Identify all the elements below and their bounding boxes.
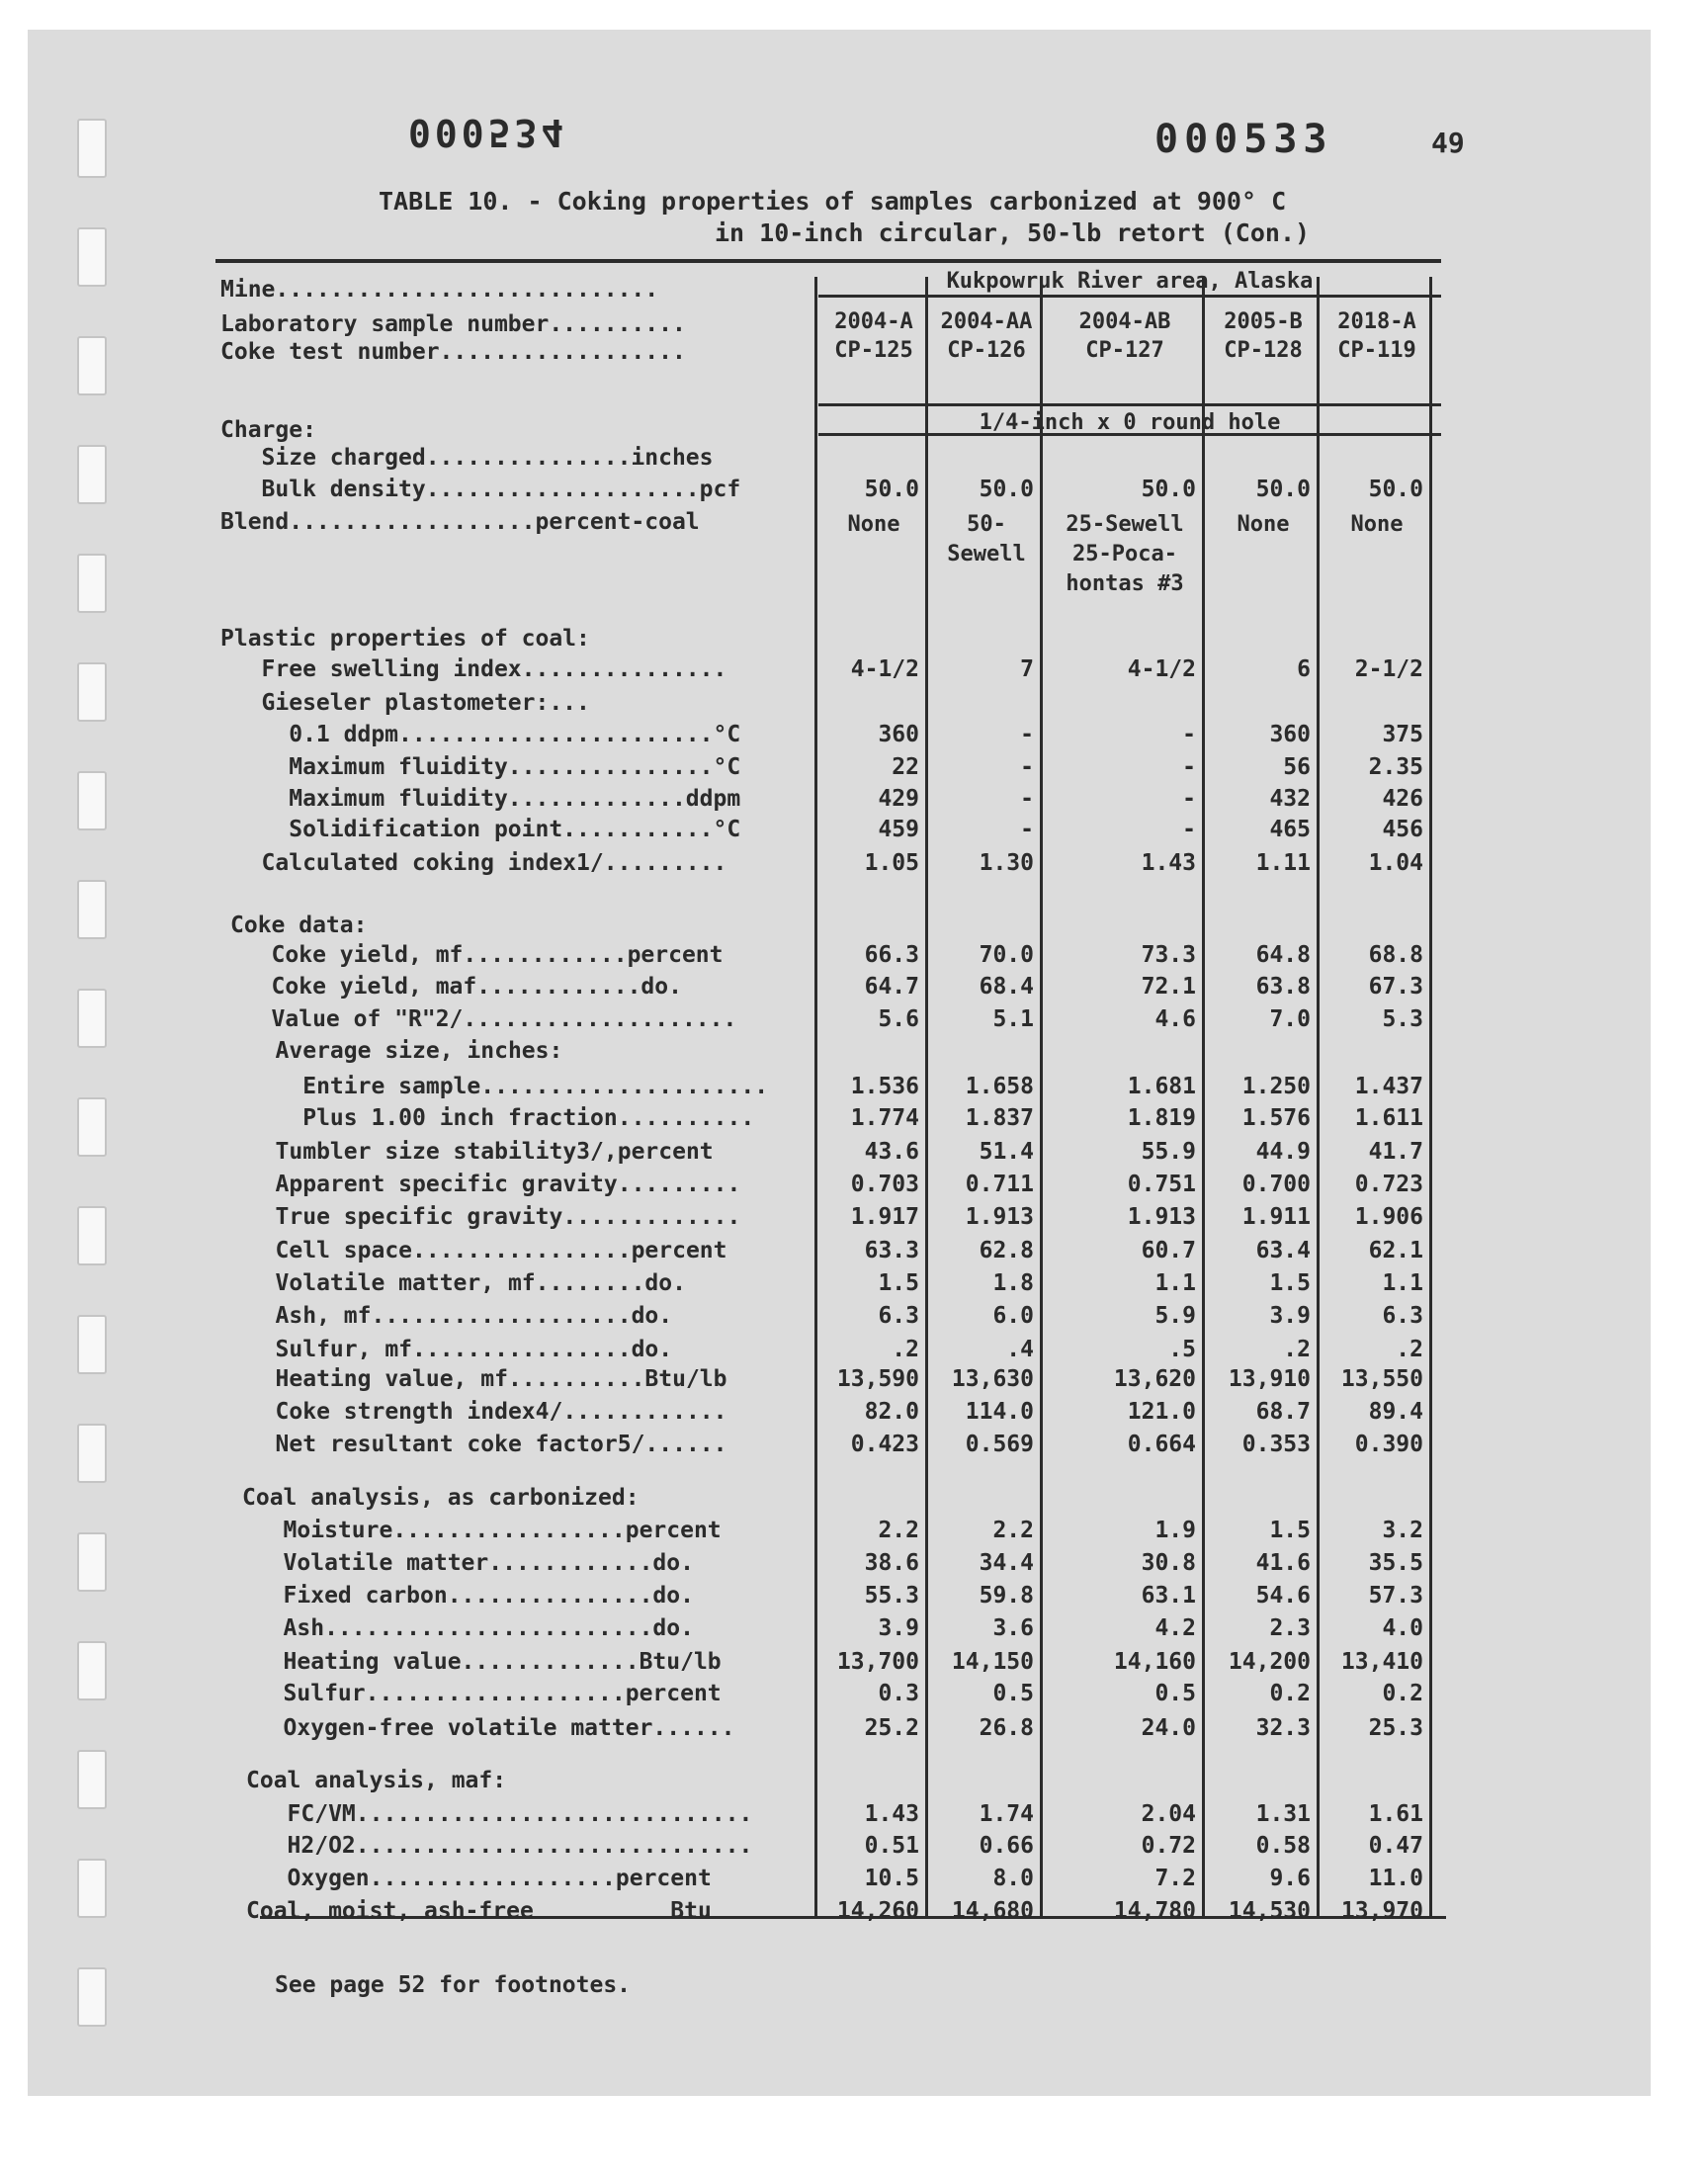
row-label: Tumbler size stability3/,percent	[234, 1139, 714, 1165]
lab-sample-number: 2004-AA	[940, 309, 1033, 334]
table-cell: 62.8	[979, 1238, 1034, 1263]
table-cell: 121.0	[1127, 1399, 1196, 1425]
table-cell: 1.536	[850, 1074, 919, 1099]
table-cell: 6	[1297, 656, 1311, 682]
row-label: Solidification point...........°C	[220, 817, 741, 842]
table-cell: 14,530	[1228, 1898, 1311, 1924]
table-cell: 4.0	[1382, 1615, 1423, 1641]
table-cell: 360	[878, 722, 919, 747]
table-cell: 13,590	[836, 1366, 919, 1392]
row-label: Fixed carbon...............do.	[242, 1583, 694, 1609]
lab-sample-number: 2004-A	[834, 309, 913, 334]
table-cell: -	[1182, 817, 1196, 842]
table-cell: 1.1	[1382, 1270, 1423, 1296]
table-cell: 1.5	[1269, 1270, 1311, 1296]
table-cell: 50.0	[979, 477, 1034, 502]
row-label: Plus 1.00 inch fraction..........	[234, 1105, 755, 1131]
blend-value: hontas #3	[1066, 571, 1184, 596]
table-cell: 0.751	[1127, 1172, 1196, 1197]
table-cell: 63.8	[1255, 974, 1311, 1000]
table-cell: 14,160	[1113, 1649, 1196, 1675]
table-cell: 54.6	[1255, 1583, 1311, 1609]
table-cell: 67.3	[1368, 974, 1423, 1000]
table-cell: 0.353	[1241, 1432, 1311, 1457]
binder-hole	[77, 1641, 107, 1700]
table-cell: 50.0	[1255, 477, 1311, 502]
binder-hole	[77, 989, 107, 1048]
table-cell: 24.0	[1141, 1715, 1196, 1741]
table-cell: 1.917	[850, 1204, 919, 1230]
table-cell: 89.4	[1368, 1399, 1423, 1425]
row-label: True specific gravity.............	[234, 1204, 741, 1230]
table-cell: 11.0	[1368, 1866, 1423, 1891]
table-cell: 82.0	[864, 1399, 919, 1425]
table-cell: 55.9	[1141, 1139, 1196, 1165]
table-cell: 38.6	[864, 1550, 919, 1576]
table-cell: 4.2	[1154, 1615, 1196, 1641]
table-cell: 375	[1382, 722, 1423, 747]
row-label: Average size, inches:	[234, 1038, 563, 1064]
table-cell: 13,970	[1340, 1898, 1423, 1924]
table-cell: 50.0	[1141, 477, 1196, 502]
size-hole-header: 1/4-inch x 0 round hole	[979, 410, 1281, 435]
table-cell: 44.9	[1255, 1139, 1311, 1165]
binder-hole	[77, 1750, 107, 1809]
table-cell: 14,200	[1228, 1649, 1311, 1675]
table-cell: 0.72	[1141, 1833, 1196, 1859]
table-cell: 50.0	[864, 477, 919, 502]
area-rule	[818, 295, 1441, 298]
table-cell: 0.700	[1241, 1172, 1311, 1197]
binder-hole	[77, 880, 107, 939]
table-cell: 0.423	[850, 1432, 919, 1457]
table-cell: .2	[892, 1337, 919, 1362]
row-label: Coal analysis, as carbonized:	[242, 1485, 640, 1511]
binder-holes	[77, 119, 117, 2076]
table-cell: 0.723	[1354, 1172, 1423, 1197]
table-cell: -	[1020, 722, 1034, 747]
row-label: Coke data:	[230, 913, 368, 938]
row-label: Volatile matter, mf........do.	[234, 1270, 686, 1296]
table-cell: 114.0	[965, 1399, 1034, 1425]
table-cell: -	[1020, 817, 1034, 842]
table-cell: 1.43	[864, 1801, 919, 1827]
table-cell: 14,780	[1113, 1898, 1196, 1924]
table-cell: 5.9	[1154, 1303, 1196, 1329]
table-cell: 66.3	[864, 942, 919, 968]
table-cell: 59.8	[979, 1583, 1034, 1609]
table-cell: 26.8	[979, 1715, 1034, 1741]
row-label: Heating value, mf..........Btu/lb	[234, 1366, 727, 1392]
footnote: See page 52 for footnotes.	[275, 1972, 632, 1998]
table-cell: 34.4	[979, 1550, 1034, 1576]
table-cell: 0.5	[1154, 1681, 1196, 1706]
table-cell: 62.1	[1368, 1238, 1423, 1263]
table-cell: 459	[878, 817, 919, 842]
table-cell: 8.0	[992, 1866, 1034, 1891]
table-cell: 3.2	[1382, 1518, 1423, 1543]
table-cell: 1.5	[878, 1270, 919, 1296]
table-cell: 6.3	[1382, 1303, 1423, 1329]
table-cell: 14,680	[951, 1898, 1034, 1924]
table-cell: 14,150	[951, 1649, 1034, 1675]
table-cell: 68.7	[1255, 1399, 1311, 1425]
table-cell: 2.2	[992, 1518, 1034, 1543]
row-label: Coke strength index4/............	[234, 1399, 727, 1425]
table-cell: 1.05	[864, 850, 919, 876]
table-cell: 30.8	[1141, 1550, 1196, 1576]
table-cell: 7.2	[1154, 1866, 1196, 1891]
table-cell: 1.819	[1127, 1105, 1196, 1131]
table-cell: 9.6	[1269, 1866, 1311, 1891]
row-label: Volatile matter............do.	[242, 1550, 694, 1576]
table-cell: 13,630	[951, 1366, 1034, 1392]
row-label: Oxygen-free volatile matter......	[242, 1715, 735, 1741]
row-label: Moisture.................percent	[242, 1518, 722, 1543]
table-cell: 3.9	[1269, 1303, 1311, 1329]
row-label: Gieseler plastometer:...	[220, 690, 590, 716]
table-cell: -	[1020, 786, 1034, 812]
table-cell: 41.7	[1368, 1139, 1423, 1165]
binder-hole	[77, 1315, 107, 1374]
table-cell: 2.35	[1368, 754, 1423, 780]
binder-hole	[77, 1532, 107, 1592]
table-cell: 1.8	[992, 1270, 1034, 1296]
table-cell: 0.569	[965, 1432, 1034, 1457]
table-cell: 4.6	[1154, 1006, 1196, 1032]
table-cell: 1.1	[1154, 1270, 1196, 1296]
table-cell: 1.74	[979, 1801, 1034, 1827]
table-cell: 63.1	[1141, 1583, 1196, 1609]
table-cell: 360	[1269, 722, 1311, 747]
table-cell: 73.3	[1141, 942, 1196, 968]
table-cell: 1.31	[1255, 1801, 1311, 1827]
blend-value: 25-Poca-	[1072, 542, 1177, 566]
table-title-line2: in 10-inch circular, 50-lb retort (Con.)	[715, 218, 1311, 247]
table-cell: 1.61	[1368, 1801, 1423, 1827]
table-cell: 13,550	[1340, 1366, 1423, 1392]
table-cell: 1.911	[1241, 1204, 1311, 1230]
table-cell: 0.2	[1269, 1681, 1311, 1706]
table-cell: 1.576	[1241, 1105, 1311, 1131]
table-cell: -	[1020, 754, 1034, 780]
binder-hole	[77, 1097, 107, 1157]
table-cell: 465	[1269, 817, 1311, 842]
table-cell: -	[1182, 754, 1196, 780]
table-cell: 4-1/2	[1127, 656, 1196, 682]
table-cell: -	[1182, 786, 1196, 812]
row-label: Blend..................percent-coal	[220, 509, 700, 535]
table-cell: 14,260	[836, 1898, 919, 1924]
table-cell: 426	[1382, 786, 1423, 812]
lab-sample-label: Laboratory sample number..........	[220, 311, 686, 337]
table-cell: 1.43	[1141, 850, 1196, 876]
table-cell: 0.51	[864, 1833, 919, 1859]
table-cell: 0.664	[1127, 1432, 1196, 1457]
row-label: Charge:	[220, 417, 316, 443]
table-cell: 70.0	[979, 942, 1034, 968]
table-cell: 429	[878, 786, 919, 812]
table-cell: .2	[1283, 1337, 1311, 1362]
page-stamp: 000534	[408, 111, 568, 154]
table-cell: 50.0	[1368, 477, 1423, 502]
table-cell: 0.390	[1354, 1432, 1423, 1457]
table-cell: 10.5	[864, 1866, 919, 1891]
table-cell: 60.7	[1141, 1238, 1196, 1263]
table-cell: 0.703	[850, 1172, 919, 1197]
table-cell: 63.3	[864, 1238, 919, 1263]
lab-sample-number: 2018-A	[1337, 309, 1416, 334]
lab-sample-number: 2005-B	[1224, 309, 1303, 334]
table-cell: 13,700	[836, 1649, 919, 1675]
table-title-line1: TABLE 10. - Coking properties of samples carbonized at 900° C	[379, 187, 1287, 216]
table-cell: 1.913	[965, 1204, 1034, 1230]
coke-test-number: CP-126	[947, 338, 1026, 363]
table-cell: 32.3	[1255, 1715, 1311, 1741]
table-cell: 5.3	[1382, 1006, 1423, 1032]
table-cell: 1.611	[1354, 1105, 1423, 1131]
document-page	[28, 30, 1651, 2096]
coke-test-number: CP-119	[1337, 338, 1416, 363]
table-cell: 68.8	[1368, 942, 1423, 968]
table-cell: 43.6	[864, 1139, 919, 1165]
table-cell: 2.04	[1141, 1801, 1196, 1827]
table-cell: 1.04	[1368, 850, 1423, 876]
row-label: Oxygen..................percent	[246, 1866, 712, 1891]
table-cell: 0.2	[1382, 1681, 1423, 1706]
row-label: Free swelling index...............	[220, 656, 727, 682]
table-cell: 56	[1283, 754, 1311, 780]
row-label: Coal analysis, maf:	[246, 1768, 507, 1793]
row-label: Maximum fluidity.............ddpm	[220, 786, 741, 812]
table-cell: 1.250	[1241, 1074, 1311, 1099]
table-cell: .5	[1168, 1337, 1196, 1362]
table-cell: 57.3	[1368, 1583, 1423, 1609]
row-label: Cell space................percent	[234, 1238, 727, 1263]
table-cell: 1.437	[1354, 1074, 1423, 1099]
table-cell: 1.913	[1127, 1204, 1196, 1230]
row-label: Calculated coking index1/.........	[220, 850, 727, 876]
table-cell: 0.58	[1255, 1833, 1311, 1859]
table-cell: 1.30	[979, 850, 1034, 876]
coke-test-number: CP-125	[834, 338, 913, 363]
table-cell: 1.11	[1255, 850, 1311, 876]
table-cell: 64.8	[1255, 942, 1311, 968]
blend-value: None	[1237, 512, 1290, 537]
row-label: Size charged...............inches	[220, 445, 714, 471]
row-label: Entire sample.....................	[234, 1074, 769, 1099]
table-cell: 0.5	[992, 1681, 1034, 1706]
row-label: Bulk density....................pcf	[220, 477, 741, 502]
coke-test-number: CP-127	[1085, 338, 1164, 363]
table-cell: 2-1/2	[1354, 656, 1423, 682]
binder-hole	[77, 1967, 107, 2027]
table-cell: 68.4	[979, 974, 1034, 1000]
table-cell: 13,910	[1228, 1366, 1311, 1392]
table-cell: 41.6	[1255, 1550, 1311, 1576]
binder-hole	[77, 1206, 107, 1265]
binder-hole	[77, 119, 107, 178]
table-cell: 5.1	[992, 1006, 1034, 1032]
binder-hole	[77, 336, 107, 395]
blend-value: Sewell	[947, 542, 1026, 566]
table-cell: 7	[1020, 656, 1034, 682]
row-label: Coke yield, mf............percent	[230, 942, 724, 968]
binder-hole	[77, 771, 107, 830]
table-cell: 456	[1382, 817, 1423, 842]
table-cell: -	[1182, 722, 1196, 747]
table-cell: 3.6	[992, 1615, 1034, 1641]
row-label: Net resultant coke factor5/......	[234, 1432, 727, 1457]
table-cell: 51.4	[979, 1139, 1034, 1165]
row-label: 0.1 ddpm.......................°C	[220, 722, 741, 747]
table-cell: 2.3	[1269, 1615, 1311, 1641]
table-cell: 13,620	[1113, 1366, 1196, 1392]
table-cell: 64.7	[864, 974, 919, 1000]
table-cell: 0.47	[1368, 1833, 1423, 1859]
row-label: Coal, moist, ash-free Btu	[246, 1898, 712, 1924]
row-label: Ash........................do.	[242, 1615, 694, 1641]
binder-hole	[77, 662, 107, 722]
row-label: Maximum fluidity...............°C	[220, 754, 741, 780]
header-bottom-rule	[818, 403, 1441, 406]
table-cell: 72.1	[1141, 974, 1196, 1000]
table-top-rule	[215, 259, 1441, 263]
table-cell: 7.0	[1269, 1006, 1311, 1032]
binder-hole	[77, 445, 107, 504]
lab-sample-number: 2004-AB	[1078, 309, 1171, 334]
table-cell: 1.681	[1127, 1074, 1196, 1099]
row-label: H2/O2.............................	[246, 1833, 753, 1859]
table-cell: 5.6	[878, 1006, 919, 1032]
area-header: Kukpowruk River area, Alaska	[946, 269, 1314, 294]
row-label: Value of "R"2/....................	[230, 1006, 737, 1032]
row-label: Coke yield, maf............do.	[230, 974, 682, 1000]
table-cell: 25.2	[864, 1715, 919, 1741]
table-title	[379, 186, 1416, 249]
row-label: Plastic properties of coal:	[220, 626, 590, 652]
table-cell: 432	[1269, 786, 1311, 812]
table-cell: 0.66	[979, 1833, 1034, 1859]
blend-value: None	[1350, 512, 1404, 537]
table-cell: .2	[1396, 1337, 1423, 1362]
table-cell: 1.774	[850, 1105, 919, 1131]
table-cell: 13,410	[1340, 1649, 1423, 1675]
table-cell: 0.711	[965, 1172, 1034, 1197]
table-cell: 22	[892, 754, 919, 780]
table-cell: 1.658	[965, 1074, 1034, 1099]
blend-value: 25-Sewell	[1066, 512, 1184, 537]
table-cell: 6.3	[878, 1303, 919, 1329]
mine-label: Mine............................	[220, 277, 659, 303]
table-cell: 25.3	[1368, 1715, 1423, 1741]
table-cell: 55.3	[864, 1583, 919, 1609]
page-id: 000533	[1154, 117, 1333, 162]
row-label: Sulfur, mf................do.	[234, 1337, 673, 1362]
table-cell: 4-1/2	[850, 656, 919, 682]
table-cell: 3.9	[878, 1615, 919, 1641]
blend-value: 50-	[967, 512, 1006, 537]
table-cell: 0.3	[878, 1681, 919, 1706]
table-cell: 6.0	[992, 1303, 1034, 1329]
table-cell: 1.906	[1354, 1204, 1423, 1230]
binder-hole	[77, 1859, 107, 1918]
table-cell: .4	[1006, 1337, 1034, 1362]
binder-hole	[77, 227, 107, 287]
table-cell: 1.5	[1269, 1518, 1311, 1543]
row-label: Ash, mf...................do.	[234, 1303, 673, 1329]
coke-test-label: Coke test number..................	[220, 339, 686, 365]
row-label: Heating value.............Btu/lb	[242, 1649, 722, 1675]
table-cell: 63.4	[1255, 1238, 1311, 1263]
table-cell: 1.837	[965, 1105, 1034, 1131]
page-number: 49	[1431, 127, 1465, 159]
binder-hole	[77, 554, 107, 613]
binder-hole	[77, 1424, 107, 1483]
blend-value: None	[847, 512, 900, 537]
coke-test-number: CP-128	[1224, 338, 1303, 363]
row-label: Sulfur...................percent	[242, 1681, 722, 1706]
table-cell: 35.5	[1368, 1550, 1423, 1576]
row-label: FC/VM.............................	[246, 1801, 753, 1827]
table-cell: 2.2	[878, 1518, 919, 1543]
row-label: Apparent specific gravity.........	[234, 1172, 741, 1197]
table-cell: 1.9	[1154, 1518, 1196, 1543]
